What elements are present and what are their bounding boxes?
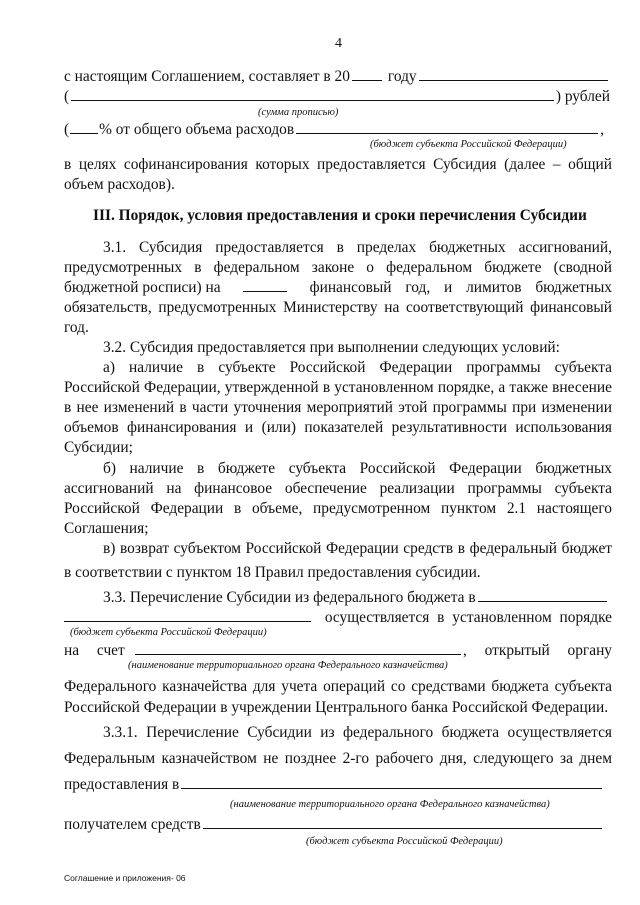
treasury-organ-blank[interactable] (181, 788, 602, 789)
intro-line-1 (64, 67, 610, 87)
p33-line-3b: , открытый органу (462, 642, 612, 659)
page-number: 4 (335, 36, 342, 51)
p31-line-4: обязательств, предусмотренных Министерству на соответствующий финансовый (64, 299, 612, 316)
p32-a-line-4: объемов финансирования и (или) показателей результативности использования (64, 419, 612, 436)
budget-caption: (бюджет субъекта Российской Федерации) (370, 139, 567, 150)
page-footer: Соглашение и приложения- 06 (64, 873, 186, 883)
p33-line-1 (103, 588, 609, 608)
section-heading: III. Порядок, условия предоставления и сроки перечисления Субсидии (93, 207, 587, 224)
intro-line-4: в целях софинансирования которых предоставляется Субсидия (далее – общий (64, 156, 612, 173)
rubles-label: ) рублей (555, 88, 610, 105)
paren-open-2: ( (64, 121, 70, 138)
percent-label: % от общего объема расходов (99, 121, 295, 138)
p331-line-1: 3.3.1. Перечисление Субсидии из федерального бюджета осуществляется (103, 724, 612, 741)
p31-line-2: предусмотренных в федеральном законе о федеральном бюджете (сводной (64, 259, 612, 276)
p31-line-5: год. (64, 319, 89, 336)
p331-line-4-text: получателем средств (64, 816, 201, 833)
p33-budget-blank-a[interactable] (478, 601, 607, 602)
p32-a-line-2: Российской Федерации, утвержденной в установленном порядке, а также внесение (64, 379, 612, 396)
p31-line-3a: бюджетной росписи) на (64, 279, 221, 296)
intro-line-5: объем расходов). (64, 176, 175, 193)
p32-b-line-2: ассигнований на финансовое обеспечение реализации программы субъекта (64, 480, 612, 497)
p31-line-3 (64, 278, 612, 298)
p33-line-2 (64, 608, 612, 628)
intro-line-1-year: году (387, 68, 417, 85)
fiscal-year-blank[interactable] (243, 291, 287, 292)
p32-b-line-1: б) наличие в бюджете субъекта Российской Федерации бюджетных (103, 460, 612, 477)
p32-a-line-1: а) наличие в субъекте Российской Федерации программы субъекта (103, 359, 612, 376)
p32-c-line-2: в соответствии с пунктом 18 Правил предоставления субсидии. (64, 564, 481, 581)
p33-budget-caption: (бюджет субъекта Российской Федерации) (70, 627, 267, 638)
p331-line-2: Федеральным казначейством не позднее 2-го рабочего дня, следующего за днем (64, 750, 612, 767)
p32-a-line-5: Субсидии; (64, 439, 133, 456)
p33-budget-blank-b[interactable] (64, 621, 311, 622)
p32-b-line-4: Соглашения; (64, 520, 149, 537)
p331-treasury-caption: (наименование территориального органа Федерального казначейства) (230, 799, 550, 810)
p33-line-5: Российской Федерации в учреждении Центрального банка Российской Федерации. (64, 699, 609, 716)
p32-a-line-3: в нее изменений в части уточнения мероприятий этой программы при изменении (64, 399, 612, 416)
p33-line-1-text: 3.3. Перечисление Субсидии из федерального бюджета в (103, 589, 476, 606)
sum-in-words-blank[interactable] (71, 100, 554, 101)
intro-line-1-text: с настоящим Соглашением, составляет в 20 (64, 68, 350, 85)
comma: , (600, 121, 604, 138)
p31-line-3b: финансовый год, и лимитов бюджетных (309, 279, 612, 296)
p33-line-3a: на счет (64, 642, 125, 659)
p32-b-line-3: Российской Федерации в объеме, предусмотренном пунктом 2.1 настоящего (64, 500, 612, 517)
account-blank[interactable] (135, 654, 461, 655)
percent-blank[interactable] (70, 133, 98, 134)
intro-line-3 (64, 120, 604, 140)
p331-line-3-text: предоставления в (64, 776, 180, 793)
p331-line-3 (64, 775, 604, 795)
p32-c-line-1: в) возврат субъектом Российской Федерации средств в федеральный бюджет (103, 540, 612, 557)
p31-line-1: 3.1. Субсидия предоставляется в пределах бюджетных ассигнований, (103, 239, 612, 256)
p331-budget-caption: (бюджет субъекта Российской Федерации) (306, 836, 503, 847)
p33-treasury-caption: (наименование территориального органа Федерального казначейства) (128, 660, 448, 671)
p33-line-4: Федерального казначейства для учета операций со средствами бюджета субъекта (64, 678, 612, 695)
p33-line-2-text: осуществляется в установленном порядке (324, 609, 612, 626)
intro-line-2 (64, 87, 610, 107)
sum-caption: (сумма прописью) (258, 107, 339, 118)
budget-blank[interactable] (296, 133, 598, 134)
p33-line-3 (64, 641, 612, 661)
amount-blank[interactable] (419, 80, 608, 81)
p32-intro: 3.2. Субсидия предоставляется при выполнении следующих условий: (103, 339, 560, 356)
p331-line-4 (64, 815, 604, 835)
year-blank[interactable] (352, 80, 382, 81)
recipient-budget-blank[interactable] (203, 828, 602, 829)
paren-open: ( (64, 88, 70, 105)
